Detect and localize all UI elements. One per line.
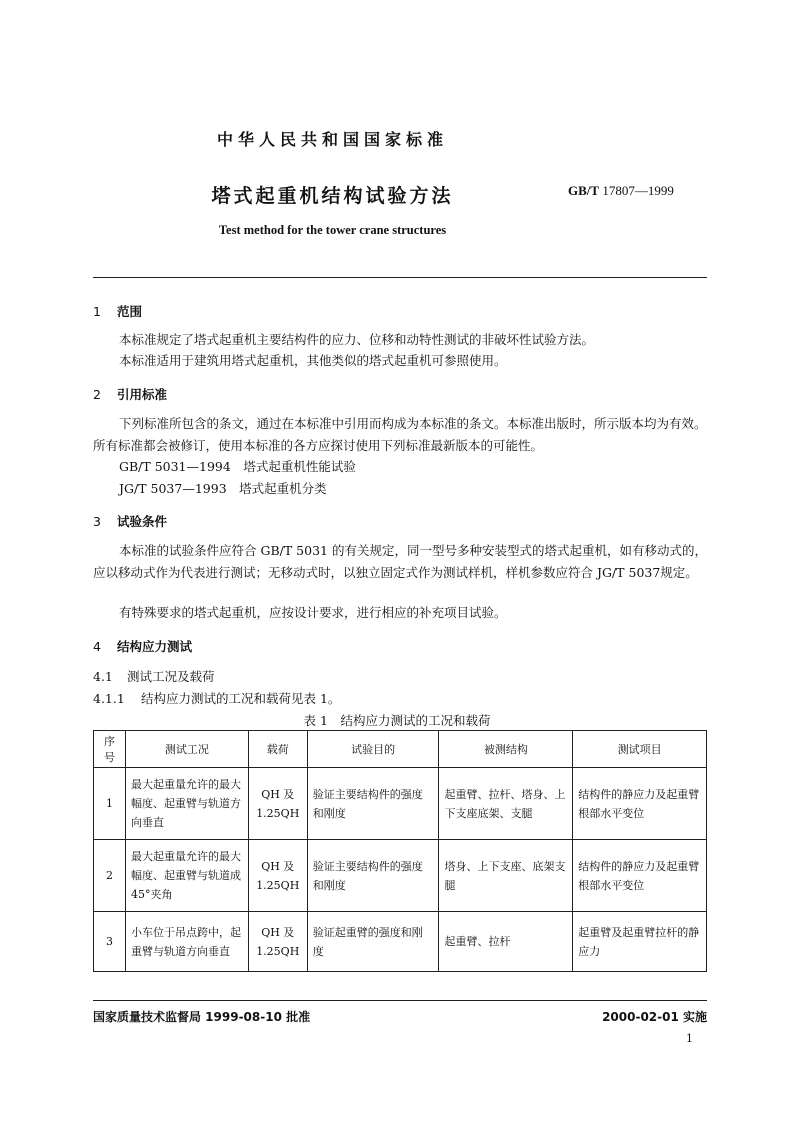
section-4-heading <box>93 637 192 655</box>
section-number: 1 <box>93 304 101 319</box>
subsection-4-1-1 <box>93 689 340 707</box>
header-divider <box>93 277 707 278</box>
table-cell: 验证主要结构件的强度和刚度 <box>307 840 439 912</box>
table-header-row <box>94 731 707 768</box>
table-cell: 2 <box>94 840 126 912</box>
header-cell: 被测结构 <box>439 731 573 768</box>
table-cell: 最大起重量允许的最大幅度、起重臂与轨道方向垂直 <box>125 768 248 840</box>
agency-title: 中华人民共和国国家标准 <box>216 130 448 149</box>
implementation-date: 2000-02-01 实施 <box>602 1010 707 1024</box>
table-cell: 结构件的静应力及起重臂根部水平变位 <box>573 768 707 840</box>
table-row <box>94 768 707 840</box>
header-cell: 载荷 <box>248 731 307 768</box>
table-cell: 起重臂、拉杆、塔身、上下支座底架、支腿 <box>439 768 573 840</box>
table-cell: 起重臂、拉杆 <box>439 912 573 972</box>
footer-divider <box>93 1000 707 1001</box>
approval-line: 国家质量技术监督局 1999-08-10 批准 <box>93 1010 311 1024</box>
table-cell: 1 <box>94 768 126 840</box>
section-number: 2 <box>93 387 101 402</box>
subsection-number: 4.1 <box>93 669 113 684</box>
header-cell: 测试项目 <box>573 731 707 768</box>
table-cell: QH 及 1.25QH <box>248 912 307 972</box>
section-2-paragraph-1: 下列标准所包含的条文，通过在本标准中引用而构成为本标准的条文。本标准出版时，所示版本均为有效。所有标准都会被修订，使用本标准的各方应探讨使用下列标准最新版本的可能性。 <box>93 416 707 453</box>
table-cell: 塔身、上下支座、底架支腿 <box>439 840 573 912</box>
section-3-paragraph-1: 本标准的试验条件应符合 GB/T 5031 的有关规定，同一型号多种安装型式的塔式起重机，如有移动式的，应以移动式作为代表进行测试；无移动式时，以独立固定式作为测试样机，样机参数应符合 JG/T 5037规定。 <box>93 543 707 580</box>
subsection-title: 测试工况及载荷 <box>127 669 215 684</box>
section-title: 结构应力测试 <box>117 639 193 654</box>
table-cell: 验证主要结构件的强度和刚度 <box>307 768 439 840</box>
table-row <box>94 840 707 912</box>
section-number: 3 <box>93 514 101 529</box>
table-caption: 表 1 结构应力测试的工况和载荷 <box>303 713 491 728</box>
section-1-paragraph-1: 本标准规定了塔式起重机主要结构件的应力、位移和动特性测试的非破坏性试验方法。 <box>119 332 595 347</box>
reference-gb-5031: GB/T 5031—1994 塔式起重机性能试验 <box>119 459 356 474</box>
standard-title: 塔式起重机结构试验方法 <box>211 185 454 207</box>
english-title: Test method for the tower crane structures <box>218 223 447 237</box>
header-cell: 序号 <box>94 731 126 768</box>
header-cell: 试验目的 <box>307 731 439 768</box>
standard-number <box>568 183 674 199</box>
table-cell: 最大起重量允许的最大幅度、起重臂与轨道成 45°夹角 <box>125 840 248 912</box>
section-3-heading <box>93 512 167 530</box>
section-title: 引用标准 <box>117 387 168 402</box>
table-cell: 起重臂及起重臂拉杆的静应力 <box>573 912 707 972</box>
section-title: 范围 <box>117 304 143 319</box>
table-cell: 3 <box>94 912 126 972</box>
section-number: 4 <box>93 639 101 654</box>
section-1-heading <box>93 302 142 320</box>
section-3-paragraph-2: 有特殊要求的塔式起重机，应按设计要求，进行相应的补充项目试验。 <box>119 605 507 620</box>
subsection-4-1 <box>93 667 215 685</box>
table-cell: 验证起重臂的强度和刚度 <box>307 912 439 972</box>
standard-prefix: GB/T <box>568 183 600 198</box>
table-cell: QH 及 1.25QH <box>248 840 307 912</box>
table-cell: 小车位于吊点跨中，起重臂与轨道方向垂直 <box>125 912 248 972</box>
section-title: 试验条件 <box>117 514 168 529</box>
subsection-text: 结构应力测试的工况和载荷见表 1。 <box>141 691 341 706</box>
table-row <box>94 912 707 972</box>
section-2-heading <box>93 385 167 403</box>
table-cell: 结构件的静应力及起重臂根部水平变位 <box>573 840 707 912</box>
subsection-number: 4.1.1 <box>93 691 125 706</box>
table-cell: QH 及 1.25QH <box>248 768 307 840</box>
test-conditions-table <box>93 730 707 972</box>
header-cell: 测试工况 <box>125 731 248 768</box>
page-number: 1 <box>686 1032 693 1045</box>
section-1-paragraph-2: 本标准适用于建筑用塔式起重机，其他类似的塔式起重机可参照使用。 <box>119 353 507 368</box>
reference-jg-5037: JG/T 5037—1993 塔式起重机分类 <box>119 481 327 496</box>
standard-code: 17807—1999 <box>602 183 674 198</box>
